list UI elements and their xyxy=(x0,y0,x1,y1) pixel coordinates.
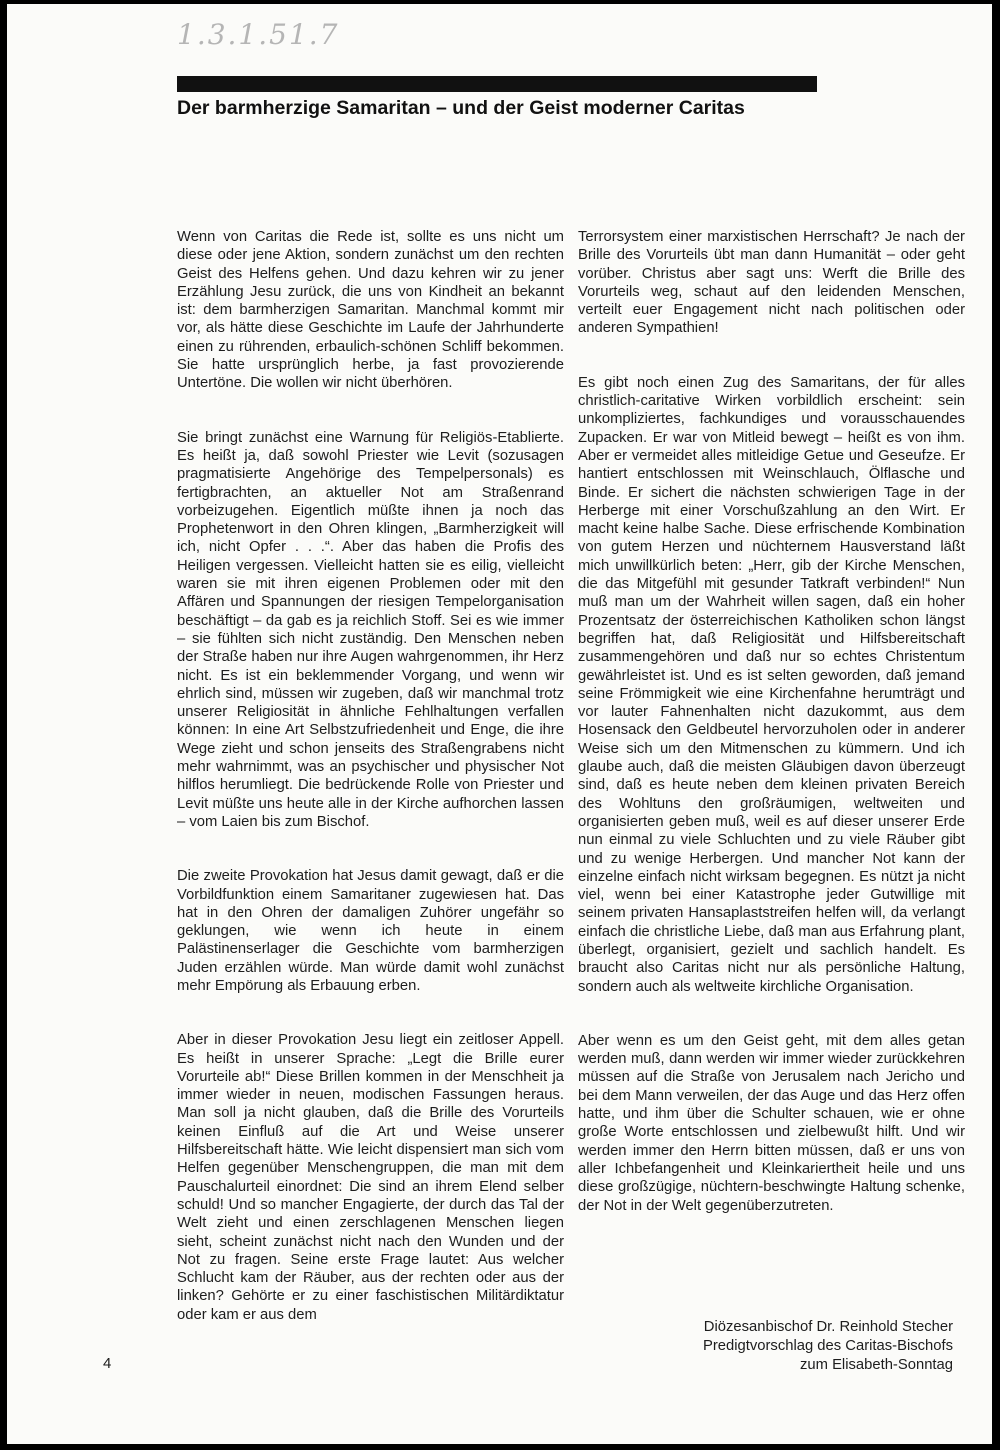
signature-line: Diözesanbischof Dr. Reinhold Stecher xyxy=(703,1319,953,1335)
article-title: Der barmherzige Samaritan – und der Geist moderner Caritas xyxy=(177,97,745,119)
author-signature xyxy=(607,1318,953,1375)
signature-line: Predigtvorschlag des Caritas-Bischofs xyxy=(702,1338,953,1354)
left-column xyxy=(177,228,564,1324)
signature-line: zum Elisabeth-Sonntag xyxy=(800,1357,953,1373)
paragraph: Die zweite Provokation hat Jesus damit gewagt, daß er die Vorbildfunktion einem Samaritaner zugewiesen hat. Das hat in den Ohren der damaligen Zuhörer ungefähr so geklungen, wie wenn ich heute in einem Palästinenserlager die Geschichte vom barmherzigen Juden erzählen würde. Man würde damit wohl zunächst mehr Empörung als Erbauung erben. xyxy=(177,868,564,994)
title-rule-bar xyxy=(177,76,817,92)
document-page xyxy=(7,4,992,1444)
paragraph: Aber in dieser Provokation Jesu liegt ein zeitloser Appell. Es heißt in unserer Sprache: „Legt die Brille eurer Vorurteile ab!“ Diese Brillen kommen in der Menschheit ja immer wieder in neuen, modischen Fassungen heraus. Man soll ja nicht glauben, daß die Brille des Vorurteils keinen Einfluß auf die Art und Weise unserer Hilfsbereitschaft hätte. Wie leicht dispensiert man sich vom Helfen gegenüber Menschengruppen, die man mit dem Pauschalurteil einordnet: Die sind an ihrem Elend selber schuld! Und so mancher Engagierte, der durch das Tal der Welt zieht und einen zerschlagenen Menschen liegen sieht, scheint zunächst nicht nach den Wunden und der Not zu fragen. Seine erste Frage lautet: Aus welcher Schlucht kam der Räuber, aus der rechten oder aus der linken? Gehörte er zu einer faschistischen Militärdiktatur oder kam er aus dem xyxy=(177,1032,564,1323)
paragraph: Sie bringt zunächst eine Warnung für Religiös-Etablierte. Es heißt ja, daß sowohl Priester wie Levit (sozusagen pragmatisierte Angehörige des Tempelpersonals) es fertigbrachten, an aktueller Not am Straßenrand vorbeizugehen. Eigentlich müßte ihnen ja noch das Prophetenwort in den Ohren klingen, „Barmherzigkeit will ich, nicht Opfer . . .“. Aber das haben die Profis des Heiligen vergessen. Vielleicht hatten sie es eilig, vielleicht waren sie mit ihren eigenen Problemen oder mit den Affären und Spannungen der riesigen Tempelorganisation beschäftigt – da gab es ja reichlich Stoff. Sei es wie immer – sie fühlten sich nicht zuständig. Den Menschen neben der Straße haben nur ihre Augen wahrgenommen, ihr Herz nicht. Es ist ein beklemmender Vorgang, und wenn wir ehrlich sind, müssen wir zugeben, daß wir manchmal trotz unserer Religiosität in ähnliche Fehlhaltungen verfallen können: In eine Art Selbstzufriedenheit und Enge, die ihre Wege zieht und schon jenseits des Straßengrabens nicht mehr wahrnimmt, was an psychischer und physischer Not hilflos herumliegt. Die bedrückende Rolle von Priester und Levit müßte uns heute alle in der Kirche aufhorchen lassen – vom Laien bis zum Bischof. xyxy=(177,429,564,830)
right-column xyxy=(578,228,965,1215)
handwritten-archive-note: 1.3.1.51.7 xyxy=(177,18,340,51)
page-number: 4 xyxy=(103,1355,112,1372)
paragraph: Terrorsystem einer marxistischen Herrschaft? Je nach der Brille des Vorurteils übt man dann Humanität – oder geht vorüber. Christus aber sagt uns: Werft die Brille des Vorurteils weg, schaut auf den leidenden Menschen, verteilt euer Engagement nicht nach politischen oder anderen Sympathien! xyxy=(578,229,965,337)
paragraph: Es gibt noch einen Zug des Samaritans, der für alles christlich-caritative Wirken vorbildlich erscheint: sein unkompliziertes, fachkundiges und vorausschauendes Zupacken. Er war von Mitleid bewegt – heißt es von ihm. Aber er vermeidet alles mitleidige Getue und Geseufze. Er hantiert entschlossen mit Weinschlauch, Ölflasche und Binde. Er sichert die nächsten schwierigen Tage in der Herberge mit einer Vorschußzahlung an den Wirt. Er macht keine halbe Sache. Diese erfrischende Kombination von gutem Herzen und nüchternem Hausverstand läßt mich unwillkürlich beten: „Herr, gib der Kirche Menschen, die das Mitgefühl mit gesunder Tatkraft verbinden!“ Nun muß man um der Wahrheit willen sagen, daß ein hoher Prozentsatz der österreichischen Katholiken schon längst begriffen hat, daß Religiosität und Hilfsbereitschaft zusammengehören und daß nur so echtes Christentum gewährleistet ist. Und es ist selten geworden, daß jemand seine Frömmigkeit wie eine Kirchenfahne herumträgt und vor lauter Fahnenhalten nicht dazukommt, aus dem Hosensack den Geldbeutel hervorzuholen oder in anderer Weise sich um den Mitmenschen zu kümmern. Und ich glaube auch, daß die meisten Gläubigen davon überzeugt sind, daß es heute neben dem kleinen privaten Bereich des Wohltuns den großräumigen, weltweiten und organisierten geben muß, weil es auf dieser unserer Erde nun einmal zu viele Schluchten und zu viele Räuber gibt und zu wenige Herbergen. Und mancher Not kann der einzelne einfach nicht wirksam begegnen. Es nützt ja nicht viel, wenn bei einer Katastrophe jeder Gutwillige mit seinem privaten Hansaplaststreifen helfen will, da verlangt einfach die christliche Liebe, daß man aus Erfahrung plant, überlegt, organisiert, gezielt und sachlich handelt. Es braucht also Caritas nicht nur als persönliche Haltung, sondern auch als weltweite kirchliche Organisation. xyxy=(578,374,965,995)
paragraph: Aber wenn es um den Geist geht, mit dem alles getan werden muß, dann werden wir immer wieder zurückkehren müssen auf die Straße von Jerusalem nach Jericho und bei dem Mann verweilen, der das Auge und das Herz offen hatte, und ihm über die Schulter schauen, wie er ohne große Worte entschlossen und zielbewußt hilft. Und wir werden immer den Herrn bitten müssen, daß er uns von aller Ichbefangenheit und Kleinkariertheit heile und uns diese großzügige, nüchtern-beschwingte Haltung schenke, der Not in der Welt gegenüberzutreten. xyxy=(578,1032,965,1214)
paragraph: Wenn von Caritas die Rede ist, sollte es uns nicht um diese oder jene Aktion, sondern zunächst um den rechten Geist des Helfens gehen. Und dazu kehren wir zu jener Erzählung Jesu zurück, die uns von Kindheit an bekannt ist: dem barmherzigen Samaritan. Manchmal kommt mir vor, als hätte diese Geschichte im Laufe der Jahrhunderte einen zu rührenden, erbaulich-schönen Schliff bekommen. Sie hatte ursprünglich herbe, ja fast provozierende Untertöne. Die wollen wir nicht überhören. xyxy=(177,229,564,392)
